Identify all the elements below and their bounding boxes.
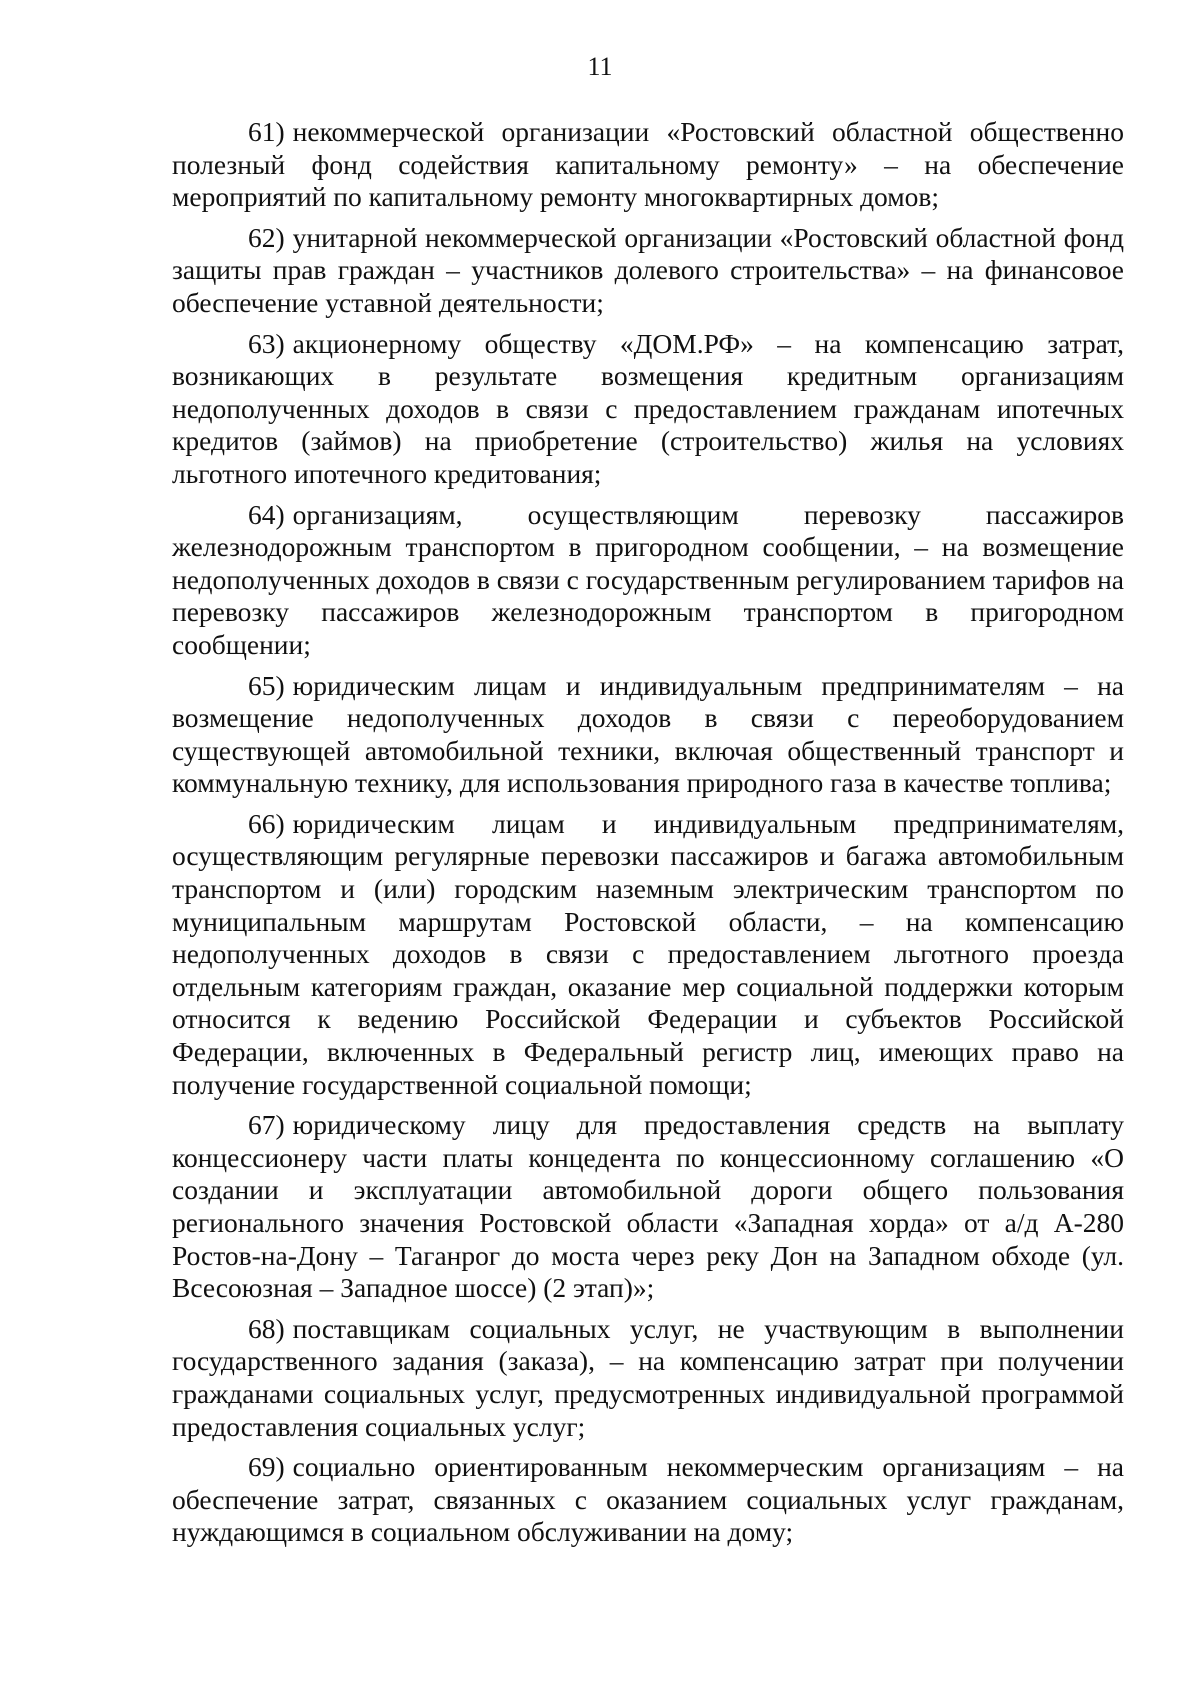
item-number: 61) — [248, 116, 285, 147]
document-body — [172, 116, 1124, 1557]
list-item-64 — [172, 499, 1124, 662]
item-text: унитарной некоммерческой организации «Ростовский областной фонд защиты прав граждан – участников долевого строительства» – на финансовое обеспечение уставной деятельности; — [172, 221, 1124, 318]
item-number: 66) — [248, 807, 285, 839]
list-item-63 — [172, 328, 1124, 491]
item-number: 64) — [248, 498, 285, 530]
list-item-69 — [172, 1451, 1124, 1549]
item-number: 65) — [248, 669, 285, 701]
item-text: юридическим лицам и индивидуальным предпринимателям – на возмещение недополученных доходов в связи с переоборудованием существующей автомобильной техники, включая общественный транспорт и коммунальную технику, для использования природного газа в качестве топлива; — [172, 669, 1124, 799]
item-number: 67) — [248, 1109, 285, 1141]
item-number: 63) — [248, 327, 285, 359]
item-text: некоммерческой организации «Ростовский областной общественно полезный фонд содействия капитальному ремонту» – на обеспечение мероприятий по капитальному ремонту многоквартирных домов; — [172, 116, 1124, 213]
item-text: организациям, осуществляющим перевозку пассажиров железнодорожным транспортом в пригородном сообщении, – на возмещение недополученных доходов в связи с государственным регулированием тарифов на перевозку пассажиров железнодорожным транспортом в пригородном сообщении; — [172, 498, 1124, 660]
page-number: 11 — [587, 52, 613, 81]
item-text: юридическим лицам и индивидуальным предпринимателям, осуществляющим регулярные перевозки пассажиров и багажа автомобильным транспортом и (или) городским наземным электрическим транспортом по муниципальным маршрутам Ростовской области, – на компенсацию недополученных доходов в связи с предоставлением льготного проезда отдельным категориям граждан, оказание мер социальной поддержки которым относится к ведению Российской Федерации и субъектов Российской Федерации, включенных в Федеральный регистр лиц, имеющих право на получение государственной социальной помощи; — [172, 807, 1124, 1100]
item-text: социально ориентированным некоммерческим организациям – на обеспечение затрат, связанных с оказанием социальных услуг гражданам, нуждающимся в социальном обслуживании на дому; — [172, 1451, 1124, 1548]
list-item-61 — [172, 116, 1124, 214]
list-item-68 — [172, 1313, 1124, 1443]
item-text: юридическому лицу для предоставления средств на выплату концессионеру части платы концедента по концессионному соглашению «О создании и эксплуатации автомобильной дороги общего пользования регионального значения Ростовской области «Западная хорда» от а/д А-280 Ростов-на-Дону – Таганрог до моста через реку Дон на Западном обходе (ул. Всесоюзная – Западное шоссе) (2 этап)»; — [172, 1109, 1124, 1304]
item-number: 62) — [248, 221, 285, 253]
list-item-66 — [172, 808, 1124, 1101]
list-item-67 — [172, 1109, 1124, 1305]
list-item-65 — [172, 670, 1124, 800]
item-number: 68) — [248, 1312, 285, 1344]
item-text: акционерному обществу «ДОМ.РФ» – на компенсацию затрат, возникающих в результате возмещения кредитным организациям недополученных доходов в связи с предоставлением гражданам ипотечных кредитов (займов) на приобретение (строительство) жилья на условиях льготного ипотечного кредитования; — [172, 327, 1124, 489]
item-number: 69) — [248, 1451, 285, 1483]
list-item-62 — [172, 222, 1124, 320]
item-text: поставщикам социальных услуг, не участвующим в выполнении государственного задания (заказа), – на компенсацию затрат при получении гражданами социальных услуг, предусмотренных индивидуальной программой предоставления социальных услуг; — [172, 1312, 1124, 1442]
